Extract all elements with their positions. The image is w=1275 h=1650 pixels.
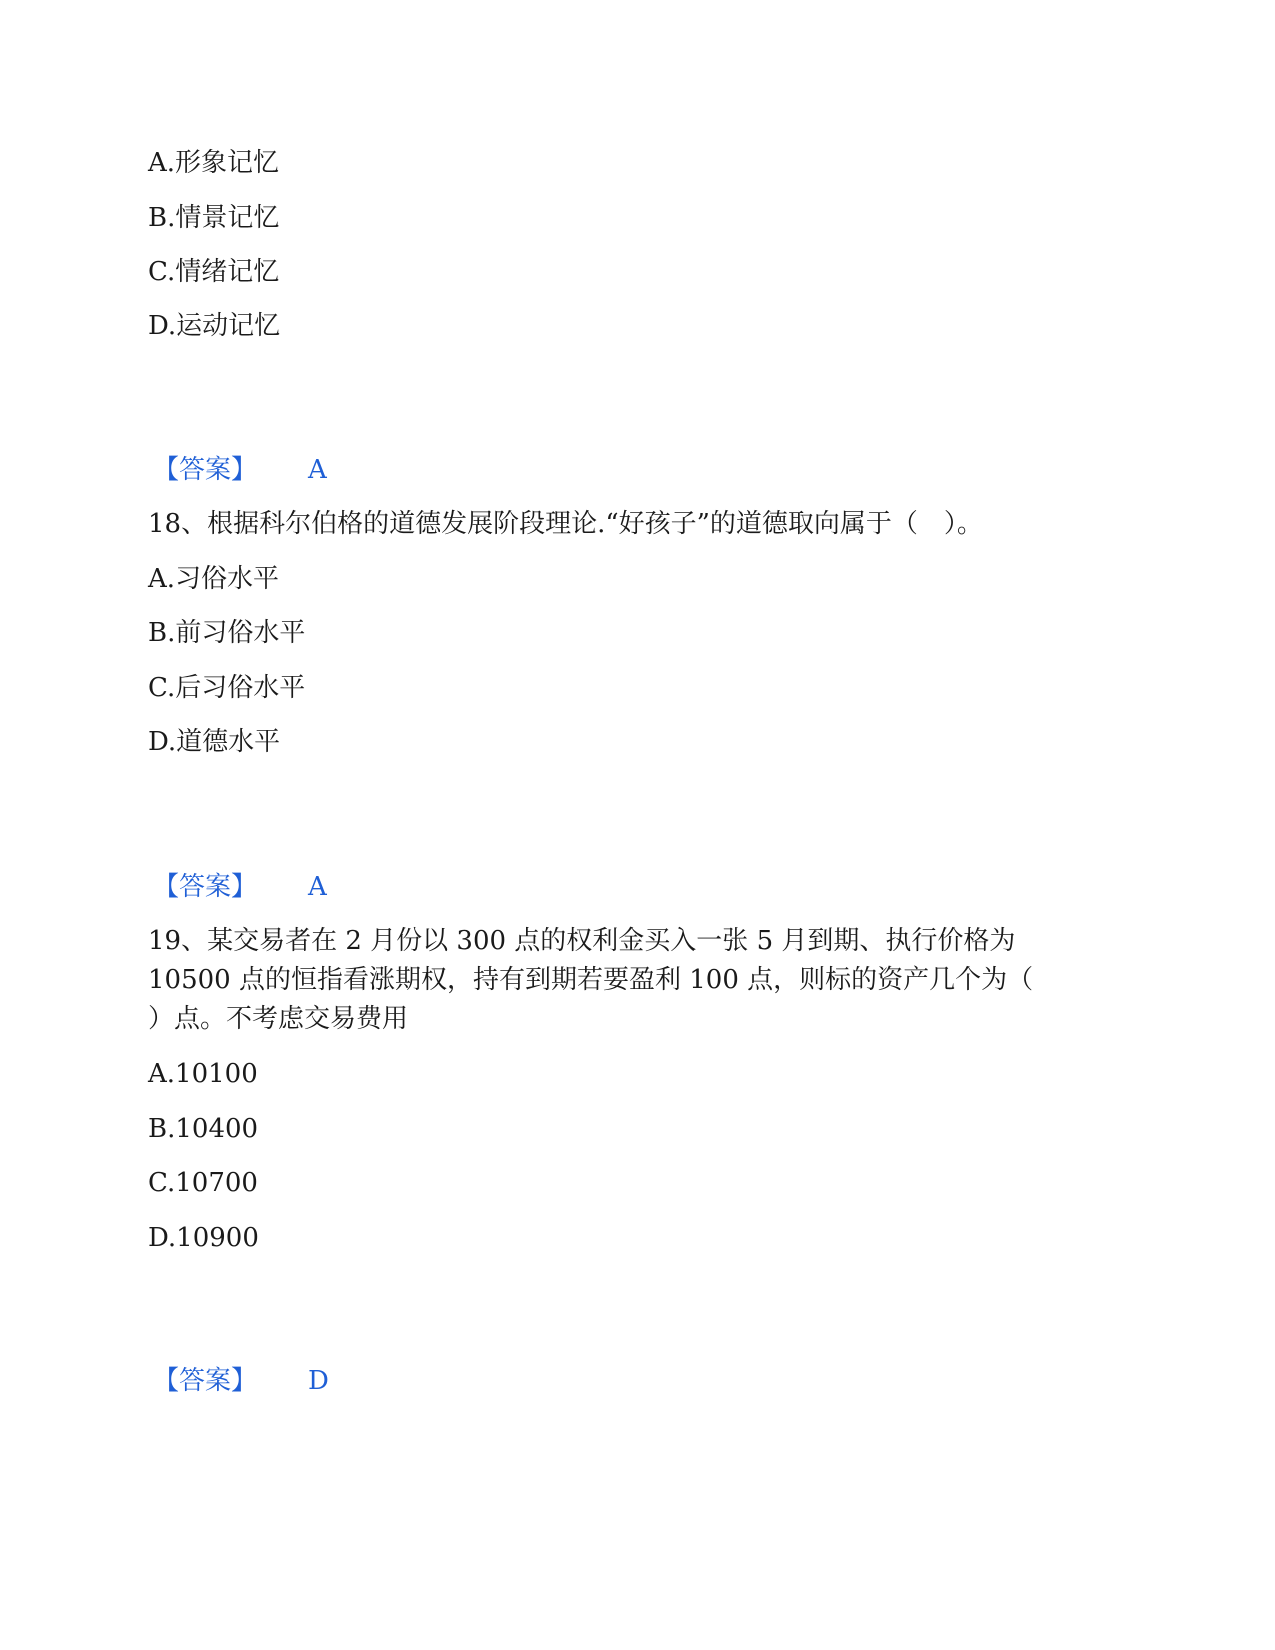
q17-option-b: B.情景记忆	[148, 203, 280, 233]
q18-option-b: B.前习俗水平	[148, 618, 306, 648]
answer-value: D	[308, 1366, 329, 1396]
q19-question-line-2: 10500 点的恒指看涨期权，持有到期若要盈利 100 点，则标的资产几个为（	[148, 965, 1034, 995]
q18-option-a: A.习俗水平	[148, 564, 280, 594]
answer-label: 【答案】	[153, 1366, 258, 1396]
q18-question: 18、根据科尔伯格的道德发展阶段理论.“好孩子”的道德取向属于（ ）。	[148, 509, 983, 539]
q17-option-a: A.形象记忆	[148, 148, 280, 178]
q18-option-d: D.道德水平	[148, 727, 281, 757]
q19-question-line-3: ）点。不考虑交易费用	[148, 1004, 409, 1034]
q19-option-b: B.10400	[148, 1114, 259, 1144]
q17-answer	[153, 452, 327, 488]
q17-option-c: C.情绪记忆	[148, 257, 280, 287]
answer-label: 【答案】	[153, 872, 258, 902]
answer-value: A	[308, 455, 327, 485]
q19-question-line-1: 19、某交易者在 2 月份以 300 点的权利金买入一张 5 月到期、执行价格为	[148, 926, 1016, 956]
q19-answer	[153, 1363, 329, 1399]
answer-label: 【答案】	[153, 455, 258, 485]
q19-option-d: D.10900	[148, 1223, 259, 1253]
q19-option-c: C.10700	[148, 1168, 258, 1198]
q18-option-c: C.后习俗水平	[148, 673, 306, 703]
q19-option-a: A.10100	[148, 1059, 258, 1089]
q18-answer	[153, 869, 327, 905]
answer-value: A	[308, 872, 327, 902]
q17-option-d: D.运动记忆	[148, 311, 281, 341]
